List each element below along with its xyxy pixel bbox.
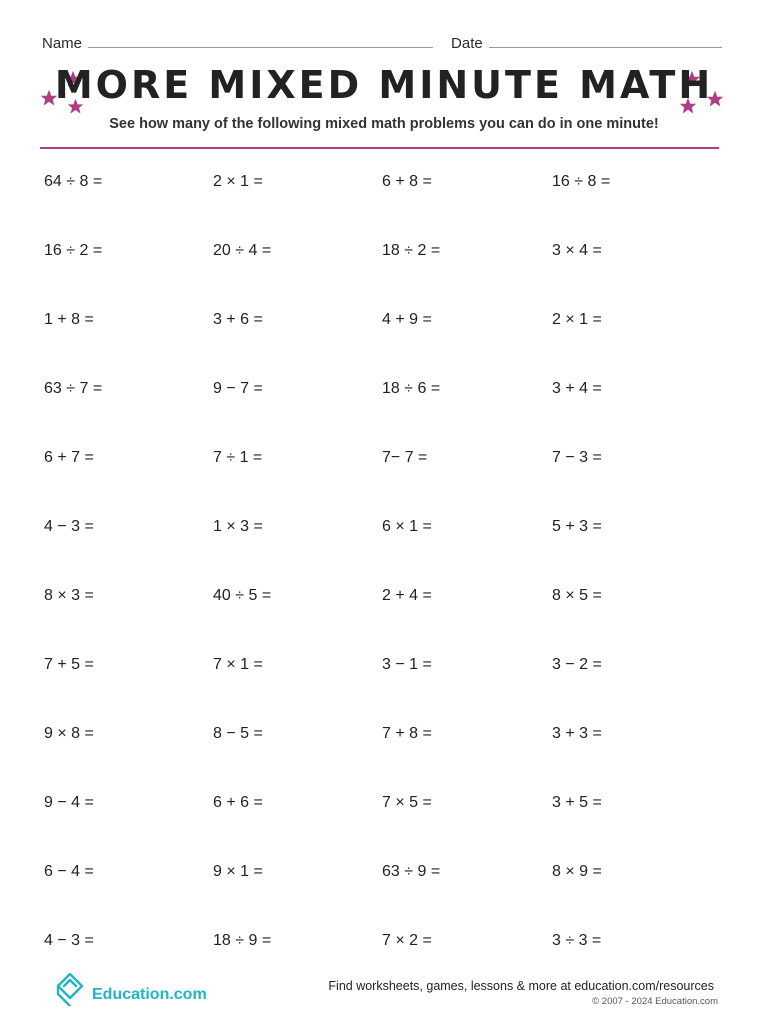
problem: 18 ÷ 6 = [382, 380, 441, 397]
problem: 2 × 1 = [213, 173, 263, 190]
footer-tagline: Find worksheets, games, lessons & more at education.com/resources [328, 979, 714, 993]
problem: 8 × 9 = [552, 863, 602, 880]
problem: 6 + 6 = [213, 794, 263, 811]
problem: 5 + 3 = [552, 518, 602, 535]
problem: 18 ÷ 9 = [213, 932, 272, 949]
problem: 1 × 3 = [213, 518, 263, 535]
problem: 2 × 1 = [552, 311, 602, 328]
title-divider [40, 147, 719, 149]
problem: 9 × 1 = [213, 863, 263, 880]
problem: 9 × 8 = [44, 725, 94, 742]
problem: 6 + 8 = [382, 173, 432, 190]
problem: 9 − 7 = [213, 380, 263, 397]
logo-text: Education.com [92, 986, 207, 1003]
problem: 1 + 8 = [44, 311, 94, 328]
footer-copyright: © 2007 - 2024 Education.com [592, 996, 718, 1007]
problem: 4 + 9 = [382, 311, 432, 328]
problem: 16 ÷ 2 = [44, 242, 103, 259]
problem: 16 ÷ 8 = [552, 173, 611, 190]
name-date-row [42, 30, 722, 52]
date-label: Date [451, 35, 483, 52]
problem: 3 + 6 = [213, 311, 263, 328]
problem: 63 ÷ 9 = [382, 863, 441, 880]
problem: 7 ÷ 1 = [213, 449, 263, 466]
name-line[interactable] [88, 47, 433, 48]
pencil-icon [52, 972, 86, 1006]
problem: 7 × 1 = [213, 656, 263, 673]
problem: 7 − 3 = [552, 449, 602, 466]
problem: 7 + 8 = [382, 725, 432, 742]
worksheet-subtitle: See how many of the following mixed math problems you can do in one minute! [109, 116, 659, 132]
problem: 8 × 5 = [552, 587, 602, 604]
education-logo[interactable] [52, 972, 207, 1006]
problem: 3 + 4 = [552, 380, 602, 397]
problem: 6 × 1 = [382, 518, 432, 535]
problem: 6 + 7 = [44, 449, 94, 466]
problem: 20 ÷ 4 = [213, 242, 272, 259]
name-label: Name [42, 35, 83, 52]
problem: 6 − 4 = [44, 863, 94, 880]
problem: 63 ÷ 7 = [44, 380, 103, 397]
problem: 2 + 4 = [382, 587, 432, 604]
worksheet-title: MORE MIXED MINUTE MATH [54, 63, 714, 107]
problem: 4 − 3 = [44, 932, 94, 949]
problem: 7− 7 = [382, 449, 428, 466]
problem: 3 − 1 = [382, 656, 432, 673]
problem: 3 − 2 = [552, 656, 602, 673]
problem: 4 − 3 = [44, 518, 94, 535]
problem: 3 + 3 = [552, 725, 602, 742]
problem: 3 × 4 = [552, 242, 602, 259]
problem: 40 ÷ 5 = [213, 587, 272, 604]
problem: 64 ÷ 8 = [44, 173, 103, 190]
problem: 7 + 5 = [44, 656, 94, 673]
problem: 18 ÷ 2 = [382, 242, 441, 259]
problem: 7 × 2 = [382, 932, 432, 949]
problem: 7 × 5 = [382, 794, 432, 811]
problem: 9 − 4 = [44, 794, 94, 811]
problem: 8 − 5 = [213, 725, 263, 742]
problems-grid [44, 170, 724, 998]
problem: 3 ÷ 3 = [552, 932, 602, 949]
problem: 8 × 3 = [44, 587, 94, 604]
date-line[interactable] [489, 47, 722, 48]
problem: 3 + 5 = [552, 794, 602, 811]
